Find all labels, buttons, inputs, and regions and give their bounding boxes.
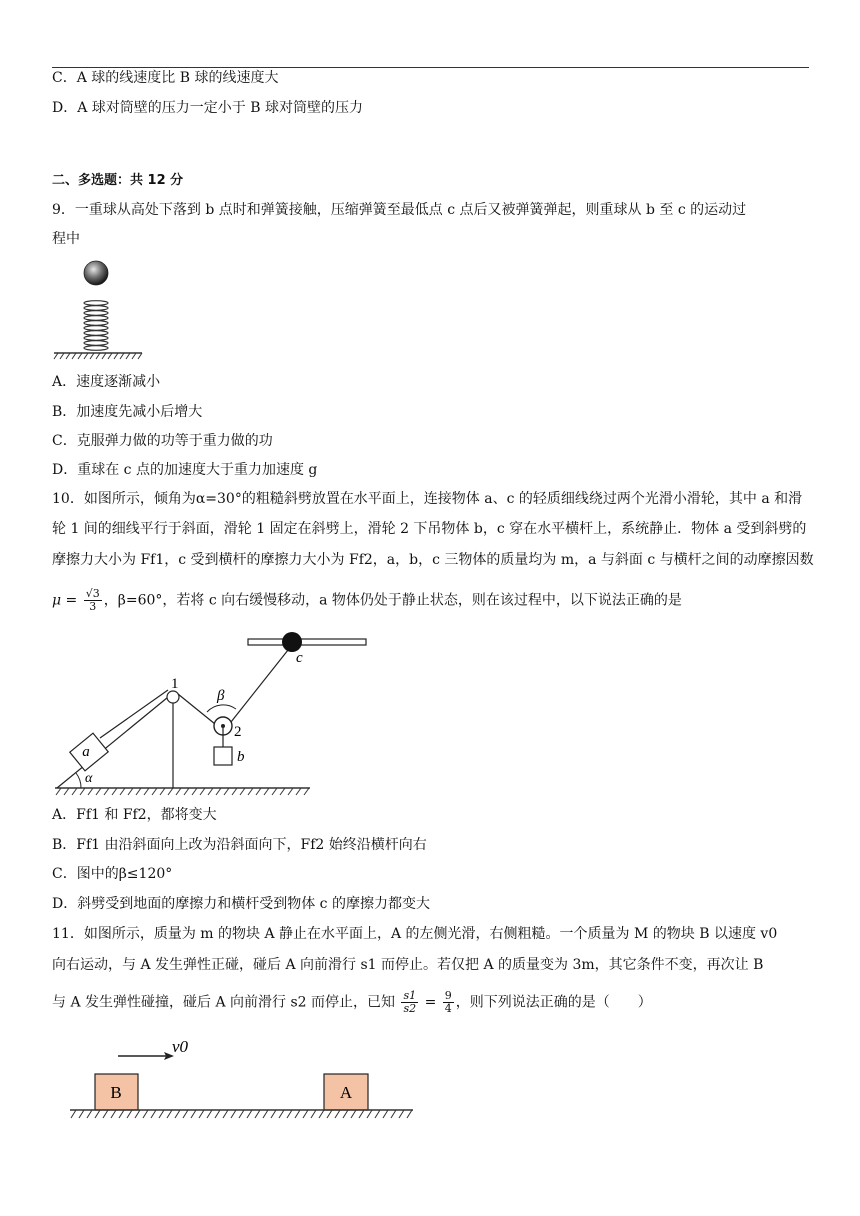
alpha-arc <box>76 773 81 788</box>
velocity-arrow <box>118 1052 174 1060</box>
heavy-ball <box>84 261 108 285</box>
mu-fraction <box>84 588 102 613</box>
ratio-value-numerator: 9 <box>444 989 452 1002</box>
q9-option-c[interactable]: C．克服弹力做的功等于重力做的功 <box>52 433 273 449</box>
q10-ground <box>55 788 310 795</box>
q9-option-b[interactable]: B．加速度先减小后增大 <box>52 404 203 420</box>
s-ratio-fraction <box>401 990 418 1015</box>
wedge <box>57 693 173 788</box>
block-b-q11-label: B <box>110 1083 122 1102</box>
q10-option-b[interactable]: B．Ff1 由沿斜面向上改为沿斜面向下，Ff2 始终沿横杆向右 <box>52 837 427 853</box>
s-ratio-numerator: s1 <box>403 989 417 1002</box>
ratio-value-fraction <box>443 990 454 1015</box>
mu-numerator: √3 <box>85 587 100 600</box>
q9-spring-figure <box>52 258 147 364</box>
beta-arc <box>207 705 236 712</box>
q10-incline-figure <box>55 628 375 798</box>
q8-option-d[interactable]: D．A 球对筒壁的压力一定小于 B 球对筒壁的压力 <box>52 100 363 116</box>
q10-stem-line4 <box>52 588 682 613</box>
rope-pulley2-c <box>231 645 292 722</box>
q9-stem-line2: 程中 <box>52 231 80 247</box>
q11-stem-line3-a: 与 A 发生弹性碰撞，碰后 A 向前滑行 s2 而停止，已知 <box>52 994 396 1011</box>
block-b <box>214 747 232 765</box>
q10-stem-line2: 轮 1 间的细线平行于斜面，滑轮 1 固定在斜劈上，滑轮 2 下吊物体 b，c 穿在水平横杆上，系统静止．物体 a 受到斜劈的 <box>52 521 807 537</box>
q9-stem-line1: 9．一重球从高处下落到 b 点时和弹簧接触，压缩弹簧至最低点 c 点后又被弹簧弹起，则重球从 b 至 c 的运动过 <box>52 202 747 218</box>
q11-ground <box>70 1110 413 1118</box>
ratio-value-denominator: 4 <box>444 1002 452 1015</box>
q10-stem-line4-text: ，β=60°，若将 c 向右缓慢移动，a 物体仍处于静止状态，则在该过程中，以下说法正确的是 <box>103 592 682 609</box>
rope-a-pulley1 <box>100 690 168 738</box>
s-ratio-denominator: s2 <box>403 1002 417 1015</box>
pulley-1-label: 1 <box>171 676 179 692</box>
rope-pulley1-pulley2 <box>178 694 215 724</box>
q11-stem-line2: 向右运动，与 A 发生弹性正碰，碰后 A 向前滑行 s1 而停止。若仅把 A 的质量变为 3m，其它条件不变，再次让 B <box>52 957 764 973</box>
q10-option-d[interactable]: D．斜劈受到地面的摩擦力和横杆受到物体 c 的摩擦力都变大 <box>52 896 430 912</box>
q11-stem-line3 <box>52 990 652 1015</box>
mu-label: μ = <box>52 592 78 609</box>
q10-option-a[interactable]: A．Ff1 和 Ff2，都将变大 <box>52 807 217 823</box>
q11-stem-line3-b: ，则下列说法正确的是（ ） <box>455 994 652 1011</box>
alpha-label: α <box>85 771 93 786</box>
q9-option-a[interactable]: A．速度逐渐减小 <box>52 374 161 390</box>
q11-blocks-figure <box>68 1038 418 1124</box>
mu-denominator: 3 <box>89 600 97 613</box>
pulley-1 <box>167 691 179 703</box>
ring-c <box>282 632 302 652</box>
q8-option-c[interactable]: C．A 球的线速度比 B 球的线速度大 <box>52 70 279 86</box>
q10-stem-line1: 10．如图所示，倾角为α=30°的粗糙斜劈放置在水平面上，连接物体 a、c 的轻质细线绕过两个光滑小滑轮，其中 a 和滑 <box>52 491 803 507</box>
section-title: 二、多选题：共 12 分 <box>52 173 184 188</box>
ring-c-label: c <box>296 650 303 666</box>
ground <box>54 353 142 359</box>
velocity-label: v0 <box>172 1037 189 1056</box>
block-a-q11-label: A <box>339 1083 353 1102</box>
q11-stem-line1: 11．如图所示，质量为 m 的物块 A 静止在水平面上，A 的左侧光滑，右侧粗糙。一个质量为 M 的物块 B 以速度 v0 <box>52 926 778 942</box>
ratio-equals: = <box>424 994 437 1011</box>
horizontal-rod <box>248 639 366 645</box>
pulley-2-label: 2 <box>234 724 242 740</box>
block-a-label: a <box>82 744 90 760</box>
block-b-label: b <box>237 749 245 765</box>
q9-option-d[interactable]: D．重球在 c 点的加速度大于重力加速度 g <box>52 462 318 478</box>
q10-stem-line3: 摩擦力大小为 Ff1，c 受到横杆的摩擦力大小为 Ff2，a，b，c 三物体的质量均为 m，a 与斜面 c 与横杆之间的动摩擦因数 <box>52 552 814 568</box>
spring <box>84 301 108 351</box>
beta-label: β <box>217 688 225 704</box>
q10-option-c[interactable]: C．图中的β≤120° <box>52 866 173 882</box>
